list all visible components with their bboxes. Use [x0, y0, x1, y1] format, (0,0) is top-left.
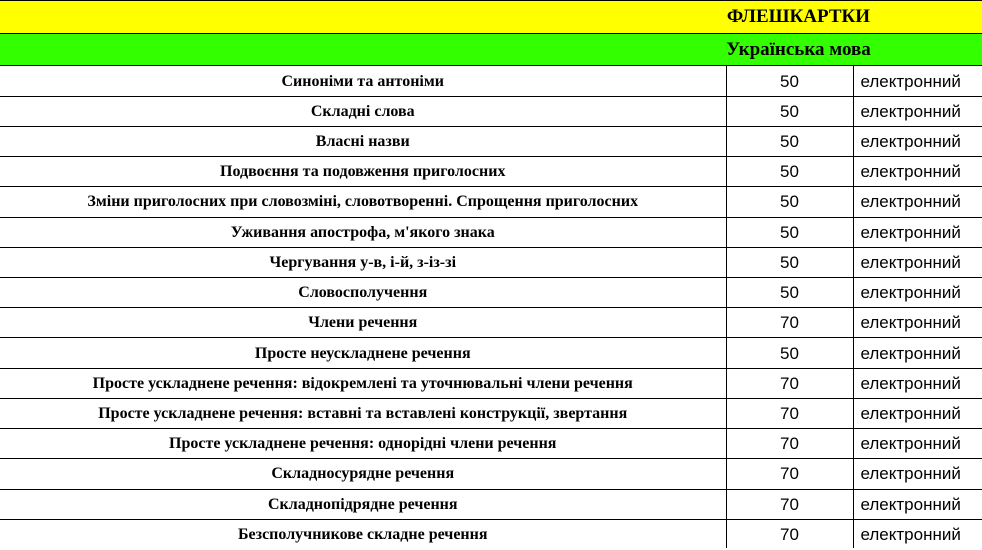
table-row: [0, 308, 982, 338]
table-row: [0, 187, 982, 217]
count-cell[interactable]: 70: [726, 429, 853, 459]
topic-cell[interactable]: Уживання апострофа, м'якого знака: [0, 217, 726, 247]
table-row: [0, 489, 982, 519]
topic-cell[interactable]: Складнопідрядне речення: [0, 489, 726, 519]
count-cell[interactable]: 70: [726, 368, 853, 398]
format-cell[interactable]: електронний: [853, 398, 982, 428]
format-cell[interactable]: електронний: [853, 368, 982, 398]
count-cell[interactable]: 50: [726, 278, 853, 308]
topic-cell[interactable]: Члени речення: [0, 308, 726, 338]
table-row: [0, 157, 982, 187]
table-row: [0, 338, 982, 368]
table-body: [0, 1, 982, 550]
table-row: [0, 459, 982, 489]
format-cell[interactable]: електронний: [853, 217, 982, 247]
topic-cell[interactable]: Чергування у-в, і-й, з-із-зі: [0, 247, 726, 277]
format-cell[interactable]: електронний: [853, 126, 982, 156]
format-cell[interactable]: електронний: [853, 157, 982, 187]
format-cell[interactable]: електронний: [853, 429, 982, 459]
count-cell[interactable]: 50: [726, 187, 853, 217]
count-cell[interactable]: 70: [726, 489, 853, 519]
count-cell[interactable]: 70: [726, 308, 853, 338]
table-row: [0, 429, 982, 459]
format-cell[interactable]: електронний: [853, 187, 982, 217]
count-cell[interactable]: 50: [726, 66, 853, 96]
table-row: [0, 519, 982, 549]
topic-cell[interactable]: Просте ускладнене речення: однорідні члени речення: [0, 429, 726, 459]
count-cell[interactable]: 70: [726, 398, 853, 428]
table-row: [0, 368, 982, 398]
topic-cell[interactable]: Просте ускладнене речення: відокремлені та уточнювальні члени речення: [0, 368, 726, 398]
table-row: [0, 217, 982, 247]
count-cell[interactable]: 50: [726, 338, 853, 368]
topic-cell[interactable]: Просте ускладнене речення: вставні та вставлені конструкції, звертання: [0, 398, 726, 428]
count-cell[interactable]: 70: [726, 519, 853, 549]
format-cell[interactable]: електронний: [853, 96, 982, 126]
table-row: [0, 96, 982, 126]
count-cell[interactable]: 50: [726, 217, 853, 247]
format-cell[interactable]: електронний: [853, 489, 982, 519]
format-cell[interactable]: електронний: [853, 278, 982, 308]
topic-cell[interactable]: Складносурядне речення: [0, 459, 726, 489]
topic-cell[interactable]: Складні слова: [0, 96, 726, 126]
table-row: [0, 278, 982, 308]
sheet-title[interactable]: ФЛЕШКАРТКИ: [0, 1, 982, 34]
topic-cell[interactable]: Подвоєння та подовження приголосних: [0, 157, 726, 187]
title-row: [0, 1, 982, 34]
format-cell[interactable]: електронний: [853, 66, 982, 96]
subject-row: [0, 34, 982, 66]
format-cell[interactable]: електронний: [853, 519, 982, 549]
topic-cell[interactable]: Синоніми та антоніми: [0, 66, 726, 96]
topic-cell[interactable]: Просте неускладнене речення: [0, 338, 726, 368]
format-cell[interactable]: електронний: [853, 459, 982, 489]
format-cell[interactable]: електронний: [853, 308, 982, 338]
format-cell[interactable]: електронний: [853, 247, 982, 277]
count-cell[interactable]: 50: [726, 247, 853, 277]
count-cell[interactable]: 50: [726, 157, 853, 187]
count-cell[interactable]: 70: [726, 459, 853, 489]
format-cell[interactable]: електронний: [853, 338, 982, 368]
table-row: [0, 247, 982, 277]
topic-cell[interactable]: Словосполучення: [0, 278, 726, 308]
table-row: [0, 126, 982, 156]
count-cell[interactable]: 50: [726, 126, 853, 156]
subject-title[interactable]: Українська мова: [0, 34, 982, 66]
table-row: [0, 66, 982, 96]
topic-cell[interactable]: Безсполучникове складне речення: [0, 519, 726, 549]
topic-cell[interactable]: Зміни приголосних при словозміні, словотворенні. Спрощення приголосних: [0, 187, 726, 217]
count-cell[interactable]: 50: [726, 96, 853, 126]
table-row: [0, 398, 982, 428]
topic-cell[interactable]: Власні назви: [0, 126, 726, 156]
